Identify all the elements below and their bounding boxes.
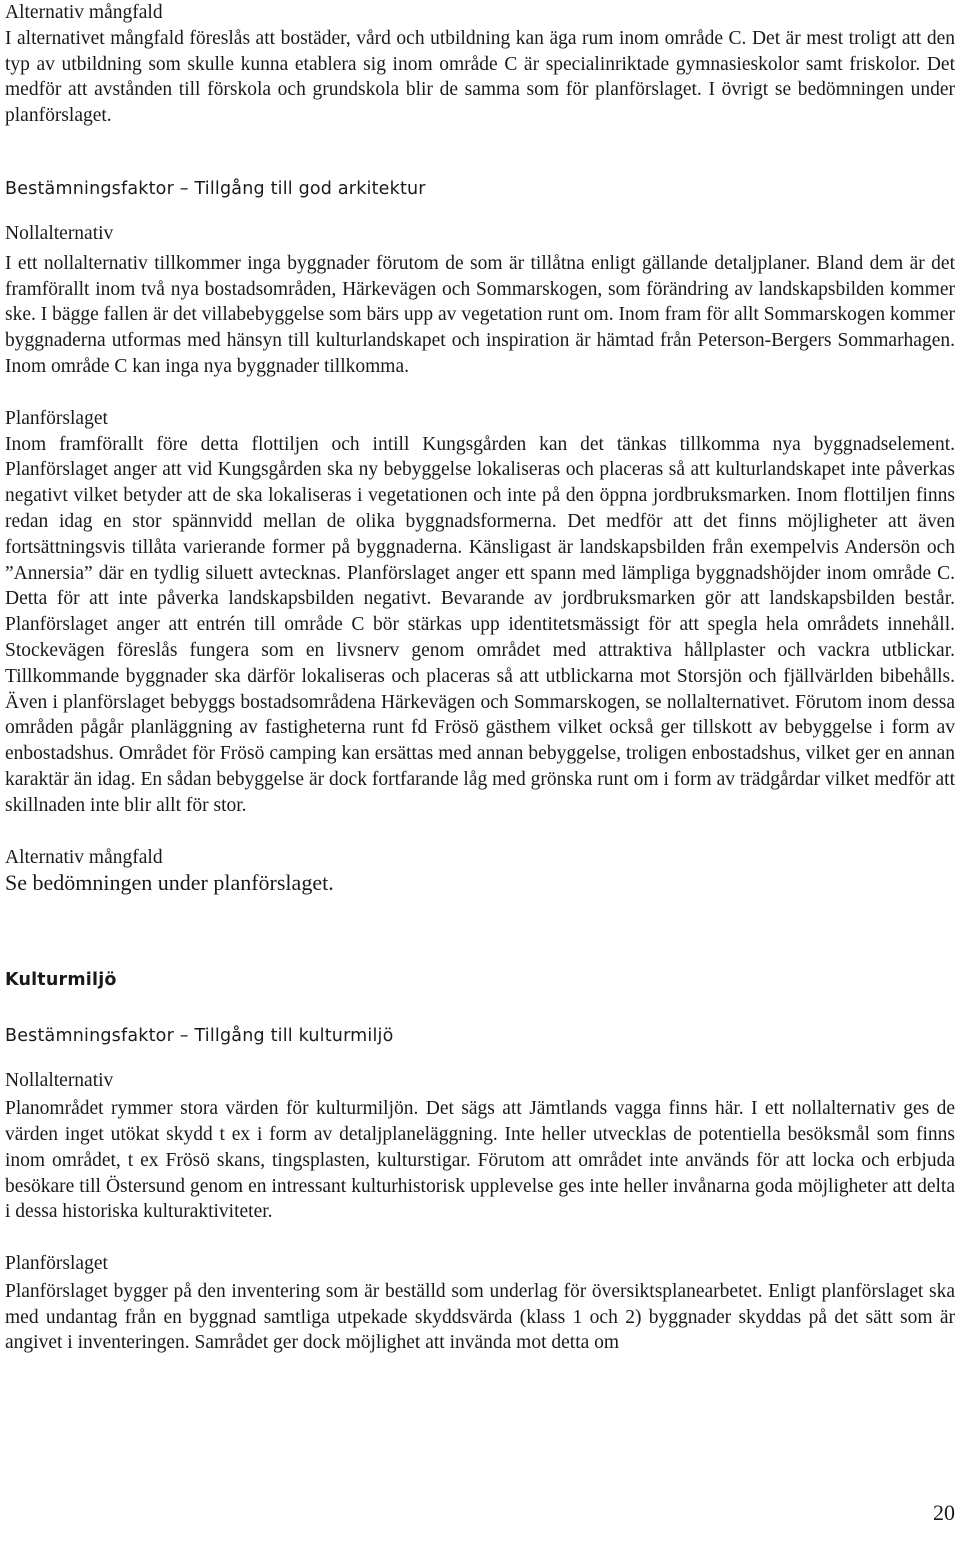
kulturmiljo-plan-paragraph: Planförslaget bygger på den inventering som är beställd som underlag för översiktsplanearbetet. Enligt planförslaget ska med undantag från en byggnad samtliga utpekade skyddsvärda (klass 1 och 2) byggnader skyddas på det sätt som är angivet i inventeringen. Samrådet ger dock möjlighet att invända mot detta om: [5, 1280, 955, 1354]
arkitektur-alt-text: Se bedömningen under planförslaget.: [5, 870, 334, 896]
intro-label: Alternativ mångfald: [5, 2, 163, 23]
arkitektur-plan-label: Planförslaget: [5, 407, 108, 429]
kulturmiljo-noll-paragraph: Planområdet rymmer stora värden för kulturmiljön. Det sägs att Jämtlands vagga finns här. I ett nollalternativ ges de värden inget utökat skydd t ex i form av detaljplaneläggning. Inte heller utvecklas de potentiella besöksmål som finns inom området, t ex Frösö skans, tingsplasten, kulturstigar. Förutom att området inte används för att locka och erbjuda besökare till Östersund genom en intressant kulturhistorisk upplevelse ges inte heller invånarna goda möjligheter att delta i dessa historiska kulturaktiviteter.: [5, 1098, 955, 1223]
kulturmiljo-heading: Kulturmiljö: [5, 970, 117, 991]
arkitektur-heading: Bestämningsfaktor – Tillgång till god arkitektur: [5, 178, 426, 199]
kulturmiljo-noll-label: Nollalternativ: [5, 1070, 114, 1092]
kulturmiljo-sub-heading: Bestämningsfaktor – Tillgång till kulturmiljö: [5, 1026, 394, 1047]
kulturmiljo-plan-label: Planförslaget: [5, 1253, 108, 1275]
arkitektur-plan-paragraph: Inom framförallt före detta flottiljen och intill Kungsgården kan det tänkas tillkomma nya byggnadselement. Planförslaget anger att vid Kungsgården ska ny bebyggelse lokaliseras och placeras så att kulturlandskapet inte påverkas negativt vilket betyder att de ska lokaliseras i vegetationen och inte på den öppna jordbruksmarken. Inom flottiljen finns redan idag en stor spännvidd mellan de olika byggnadsformerna. Det medför att det finns möjligheter att även fortsättningsvis tillåta varierande former på byggnaderna. Känsligast är landskapsbilden från exempelvis Andersön och ”Annersia” där en tydlig siluett avtecknas. Planförslaget anger ett spann med lämpliga byggnadshöjder inom område C. Detta för att inte påverka landskapsbilden negativt. Bevarande av jordbruksmarken gör att landskapsbilden består. Planförslaget anger att entrén till område C bör stärkas upp identitetsmässigt för att spegla hela områdets innehåll. Stockevägen föreslås fungera som en livsnerv genom området med attraktiva hållplaster och vackra utblickar. Tillkommande byggnader ska därför lokaliseras och placeras så att utblickarna mot Storsjön och fjällvärlden bibehålls. Även i planförslaget bebyggs bostadsområdena Härkevägen och Sommarskogen, se nollalternativet. Förutom inom dessa områden pågår planläggning av fastigheterna runt fd Frösö gästhem vilket också ger tillskott av bebyggelse i form av enbostadshus. Området för Frösö camping kan ersättas med annan bebyggelse, troligen enbostadshus, vilket ger en annan karaktär än idag. En sådan bebyggelse är dock fortfarande låg med grönska runt om i form av trädgårdar vilket medför att skillnaden inte blir allt för stor.: [5, 433, 955, 816]
page-number: 20: [933, 1500, 955, 1525]
intro-paragraph: I alternativet mångfald föreslås att bostäder, vård och utbildning kan äga rum inom område C. Det är mest troligt att den typ av utbildning som skulle kunna etablera sig inom område C är specialinriktade gymnasieskolor samt friskolor. Det medför att avstånden till förskola och grundskola blir de samma som för planförslaget. I övrigt se bedömningen under planförslaget.: [5, 27, 955, 127]
arkitektur-noll-paragraph: I ett nollalternativ tillkommer inga byggnader förutom de som är tillåtna enligt gällande detaljplaner. Bland dem är det framförallt inom två nya bostadsområden, Härkevägen och Sommarskogen, som förändring av landskapsbilden kommer ske. I bägge fallen är det villabebyggelse som bärs upp av vegetation runt om. Inom fram för allt Sommarskogen kommer byggnaderna utformas med hänsyn till kulturlandskapet och inspiration är hämtad från Peterson-Bergers Sommarhagen. Inom område C kan inga nya byggnader tillkomma.: [5, 252, 955, 377]
arkitektur-alt-label: Alternativ mångfald: [5, 846, 163, 868]
document-page: [5, 0, 955, 1356]
arkitektur-noll-label: Nollalternativ: [5, 222, 114, 244]
